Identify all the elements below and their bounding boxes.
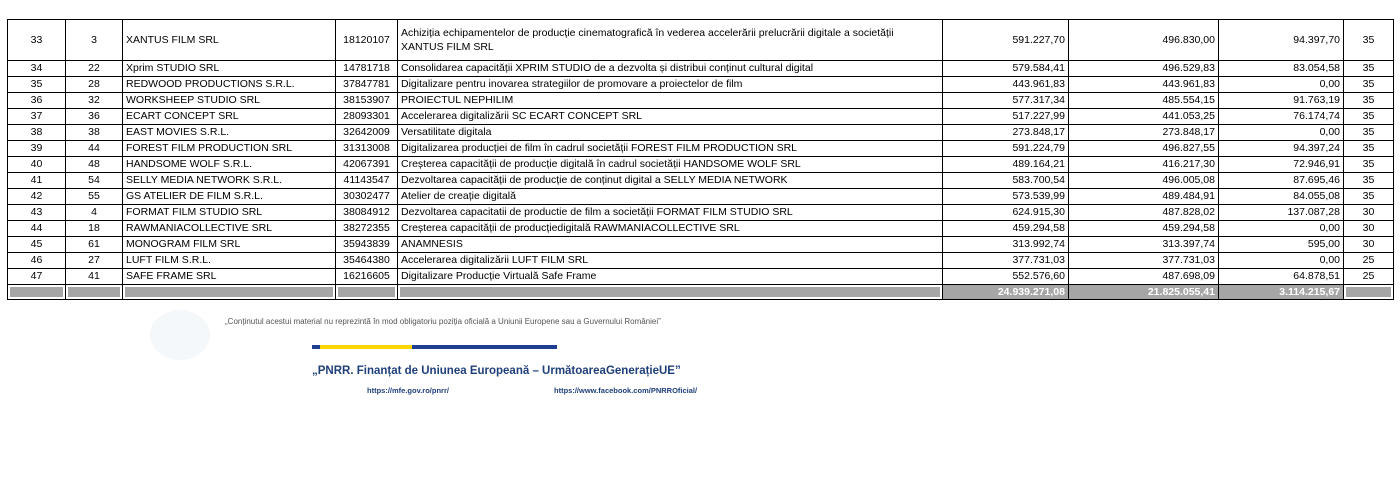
total-value-cell: 552.576,60 — [943, 269, 1069, 285]
ineligible-value-cell: 94.397,70 — [1219, 20, 1344, 61]
row-number-cell: 45 — [8, 237, 66, 253]
score-cell: 30 — [1344, 237, 1394, 253]
row-number-cell: 37 — [8, 109, 66, 125]
table-row — [8, 173, 1394, 189]
cui-cell: 31313008 — [336, 141, 398, 157]
table-row — [8, 189, 1394, 205]
project-title-cell: Accelerarea digitalizării SC ECART CONCEPT SRL — [398, 109, 943, 125]
cui-cell: 42067391 — [336, 157, 398, 173]
company-name-cell: GS ATELIER DE FILM S.R.L. — [123, 189, 336, 205]
ineligible-value-cell: 0,00 — [1219, 221, 1344, 237]
row-number-cell: 36 — [8, 93, 66, 109]
company-name-cell: ECART CONCEPT SRL — [123, 109, 336, 125]
row-number-cell: 33 — [8, 20, 66, 61]
project-title-cell: Dezvoltarea capacitatii de productie de film a societății FORMAT FILM STUDIO SRL — [398, 205, 943, 221]
total-value-cell: 573.539,99 — [943, 189, 1069, 205]
table-row — [8, 125, 1394, 141]
mfe-link[interactable]: https://mfe.gov.ro/pnrr/ — [367, 386, 449, 395]
eligible-value-cell: 489.484,91 — [1069, 189, 1219, 205]
cui-cell: 14781718 — [336, 61, 398, 77]
row-number-cell: 34 — [8, 61, 66, 77]
application-id-cell: 27 — [66, 253, 123, 269]
table-row — [8, 20, 1394, 61]
company-name-cell: MONOGRAM FILM SRL — [123, 237, 336, 253]
total-value-cell: 591.224,79 — [943, 141, 1069, 157]
totals-blank-cell — [1344, 285, 1394, 300]
cui-cell: 30302477 — [336, 189, 398, 205]
table-row — [8, 61, 1394, 77]
disclaimer-text: „Conținutul acestui material nu reprezintă în mod obligatoriu poziția oficială a Uniunii Europene sau a Guvernului României” — [225, 317, 661, 326]
cui-cell: 35464380 — [336, 253, 398, 269]
application-id-cell: 48 — [66, 157, 123, 173]
eligible-value-cell: 496.005,08 — [1069, 173, 1219, 189]
ineligible-value-cell: 94.397,24 — [1219, 141, 1344, 157]
ineligible-value-cell: 83.054,58 — [1219, 61, 1344, 77]
score-cell: 25 — [1344, 269, 1394, 285]
company-name-cell: Xprim STUDIO SRL — [123, 61, 336, 77]
bar-yellow — [320, 345, 412, 349]
company-name-cell: XANTUS FILM SRL — [123, 20, 336, 61]
company-name-cell: WORKSHEEP STUDIO SRL — [123, 93, 336, 109]
application-id-cell: 22 — [66, 61, 123, 77]
company-name-cell: HANDSOME WOLF S.R.L. — [123, 157, 336, 173]
eligible-value-cell: 313.397,74 — [1069, 237, 1219, 253]
eligible-value-cell: 443.961,83 — [1069, 77, 1219, 93]
total-value-cell: 591.227,70 — [943, 20, 1069, 61]
cui-cell: 37847781 — [336, 77, 398, 93]
project-title-cell: Creșterea capacității de producțiedigitală RAWMANIACOLLECTIVE SRL — [398, 221, 943, 237]
project-title-cell: Consolidarea capacității XPRIM STUDIO de a dezvolta și distribui conținut cultural digital — [398, 61, 943, 77]
totals-blank-cell — [8, 285, 66, 300]
table-row — [8, 221, 1394, 237]
row-number-cell: 35 — [8, 77, 66, 93]
bar-blue-end — [412, 345, 557, 349]
application-id-cell: 4 — [66, 205, 123, 221]
row-number-cell: 43 — [8, 205, 66, 221]
application-id-cell: 38 — [66, 125, 123, 141]
score-cell: 25 — [1344, 253, 1394, 269]
cui-cell: 38153907 — [336, 93, 398, 109]
table-row — [8, 93, 1394, 109]
cui-cell: 35943839 — [336, 237, 398, 253]
company-name-cell: SAFE FRAME SRL — [123, 269, 336, 285]
project-title-cell: PROIECTUL NEPHILIM — [398, 93, 943, 109]
bar-blue-start — [312, 345, 320, 349]
company-name-cell: FOREST FILM PRODUCTION SRL — [123, 141, 336, 157]
results-table — [7, 19, 1394, 300]
application-id-cell: 44 — [66, 141, 123, 157]
row-number-cell: 42 — [8, 189, 66, 205]
application-id-cell: 32 — [66, 93, 123, 109]
totals-blank-cell — [398, 285, 943, 300]
cui-cell: 28093301 — [336, 109, 398, 125]
application-id-cell: 54 — [66, 173, 123, 189]
application-id-cell: 36 — [66, 109, 123, 125]
ineligible-value-cell: 84.055,08 — [1219, 189, 1344, 205]
project-title-cell: Accelerarea digitalizării LUFT FILM SRL — [398, 253, 943, 269]
ineligible-value-cell: 64.878,51 — [1219, 269, 1344, 285]
facebook-link[interactable]: https://www.facebook.com/PNRROficial/ — [554, 386, 698, 395]
table-row — [8, 109, 1394, 125]
ineligible-value-cell: 0,00 — [1219, 125, 1344, 141]
application-id-cell: 18 — [66, 221, 123, 237]
total-value-cell: 489.164,21 — [943, 157, 1069, 173]
score-cell: 30 — [1344, 205, 1394, 221]
application-id-cell: 41 — [66, 269, 123, 285]
eu-color-bar — [312, 345, 557, 349]
company-name-cell: LUFT FILM S.R.L. — [123, 253, 336, 269]
score-cell: 35 — [1344, 93, 1394, 109]
score-cell: 35 — [1344, 157, 1394, 173]
table-row — [8, 205, 1394, 221]
eligible-value-cell: 496.827,55 — [1069, 141, 1219, 157]
ineligible-value-cell: 91.763,19 — [1219, 93, 1344, 109]
project-title-cell: Dezvoltarea capacității de producție de conținut digital a SELLY MEDIA NETWORK — [398, 173, 943, 189]
cui-cell: 18120107 — [336, 20, 398, 61]
ineligible-value-sum: 3.114.215,67 — [1219, 285, 1344, 300]
project-title-cell: Achiziția echipamentelor de producție cinematografică în vederea accelerării prelucrării digitale a societății XANTUS FILM SRL — [398, 20, 943, 61]
project-title-cell: Digitalizarea producției de film în cadrul societății FOREST FILM PRODUCTION SRL — [398, 141, 943, 157]
total-value-cell: 583.700,54 — [943, 173, 1069, 189]
application-id-cell: 55 — [66, 189, 123, 205]
total-value-cell: 443.961,83 — [943, 77, 1069, 93]
row-number-cell: 40 — [8, 157, 66, 173]
ineligible-value-cell: 76.174,74 — [1219, 109, 1344, 125]
pnrr-slogan: „PNRR. Finanțat de Uniunea Europeană – UrmătoareaGenerațieUE” — [312, 365, 681, 377]
score-cell: 35 — [1344, 173, 1394, 189]
ineligible-value-cell: 0,00 — [1219, 77, 1344, 93]
eligible-value-cell: 496.529,83 — [1069, 61, 1219, 77]
ineligible-value-cell: 87.695,46 — [1219, 173, 1344, 189]
project-title-cell: Versatilitate digitala — [398, 125, 943, 141]
eligible-value-cell: 487.698,09 — [1069, 269, 1219, 285]
eligible-value-cell: 487.828,02 — [1069, 205, 1219, 221]
project-title-cell: Digitalizare Producție Virtuală Safe Frame — [398, 269, 943, 285]
eligible-value-cell: 441.053,25 — [1069, 109, 1219, 125]
score-cell: 35 — [1344, 61, 1394, 77]
application-id-cell: 61 — [66, 237, 123, 253]
total-value-cell: 517.227,99 — [943, 109, 1069, 125]
total-value-cell: 273.848,17 — [943, 125, 1069, 141]
table-body — [8, 20, 1394, 285]
total-value-cell: 459.294,58 — [943, 221, 1069, 237]
cui-cell: 38272355 — [336, 221, 398, 237]
eligible-value-sum: 21.825.055,41 — [1069, 285, 1219, 300]
cui-cell: 32642009 — [336, 125, 398, 141]
totals-blank-cell — [123, 285, 336, 300]
total-value-cell: 579.584,41 — [943, 61, 1069, 77]
eligible-value-cell: 377.731,03 — [1069, 253, 1219, 269]
row-number-cell: 41 — [8, 173, 66, 189]
project-title-cell: Digitalizare pentru inovarea strategiilor de promovare a proiectelor de film — [398, 77, 943, 93]
application-id-cell: 28 — [66, 77, 123, 93]
row-number-cell: 38 — [8, 125, 66, 141]
cui-cell: 16216605 — [336, 269, 398, 285]
ineligible-value-cell: 137.087,28 — [1219, 205, 1344, 221]
eligible-value-cell: 485.554,15 — [1069, 93, 1219, 109]
table-row — [8, 141, 1394, 157]
application-id-cell: 3 — [66, 20, 123, 61]
company-name-cell: REDWOOD PRODUCTIONS S.R.L. — [123, 77, 336, 93]
score-cell: 35 — [1344, 109, 1394, 125]
project-title-cell: Atelier de creație digitală — [398, 189, 943, 205]
cui-cell: 41143547 — [336, 173, 398, 189]
total-value-cell: 624.915,30 — [943, 205, 1069, 221]
company-name-cell: EAST MOVIES S.R.L. — [123, 125, 336, 141]
score-cell: 35 — [1344, 141, 1394, 157]
eligible-value-cell: 496.830,00 — [1069, 20, 1219, 61]
table-row — [8, 157, 1394, 173]
eligible-value-cell: 273.848,17 — [1069, 125, 1219, 141]
table-row — [8, 237, 1394, 253]
project-title-cell: ANAMNESIS — [398, 237, 943, 253]
totals-row — [8, 285, 1394, 300]
score-cell: 35 — [1344, 189, 1394, 205]
company-name-cell: RAWMANIACOLLECTIVE SRL — [123, 221, 336, 237]
table-row — [8, 269, 1394, 285]
score-cell: 35 — [1344, 125, 1394, 141]
ineligible-value-cell: 72.946,91 — [1219, 157, 1344, 173]
total-value-cell: 313.992,74 — [943, 237, 1069, 253]
total-value-cell: 377.731,03 — [943, 253, 1069, 269]
score-cell: 30 — [1344, 221, 1394, 237]
project-title-cell: Creșterea capacității de producție digitală în cadrul societății HANDSOME WOLF SRL — [398, 157, 943, 173]
row-number-cell: 46 — [8, 253, 66, 269]
company-name-cell: FORMAT FILM STUDIO SRL — [123, 205, 336, 221]
row-number-cell: 47 — [8, 269, 66, 285]
ineligible-value-cell: 595,00 — [1219, 237, 1344, 253]
totals-blank-cell — [66, 285, 123, 300]
totals-blank-cell — [336, 285, 398, 300]
watermark-image — [150, 310, 210, 360]
eligible-value-cell: 459.294,58 — [1069, 221, 1219, 237]
table-row — [8, 77, 1394, 93]
company-name-cell: SELLY MEDIA NETWORK S.R.L. — [123, 173, 336, 189]
total-value-sum: 24.939.271,08 — [943, 285, 1069, 300]
ineligible-value-cell: 0,00 — [1219, 253, 1344, 269]
eligible-value-cell: 416.217,30 — [1069, 157, 1219, 173]
row-number-cell: 44 — [8, 221, 66, 237]
row-number-cell: 39 — [8, 141, 66, 157]
total-value-cell: 577.317,34 — [943, 93, 1069, 109]
cui-cell: 38084912 — [336, 205, 398, 221]
table-row — [8, 253, 1394, 269]
score-cell: 35 — [1344, 77, 1394, 93]
score-cell: 35 — [1344, 20, 1394, 61]
